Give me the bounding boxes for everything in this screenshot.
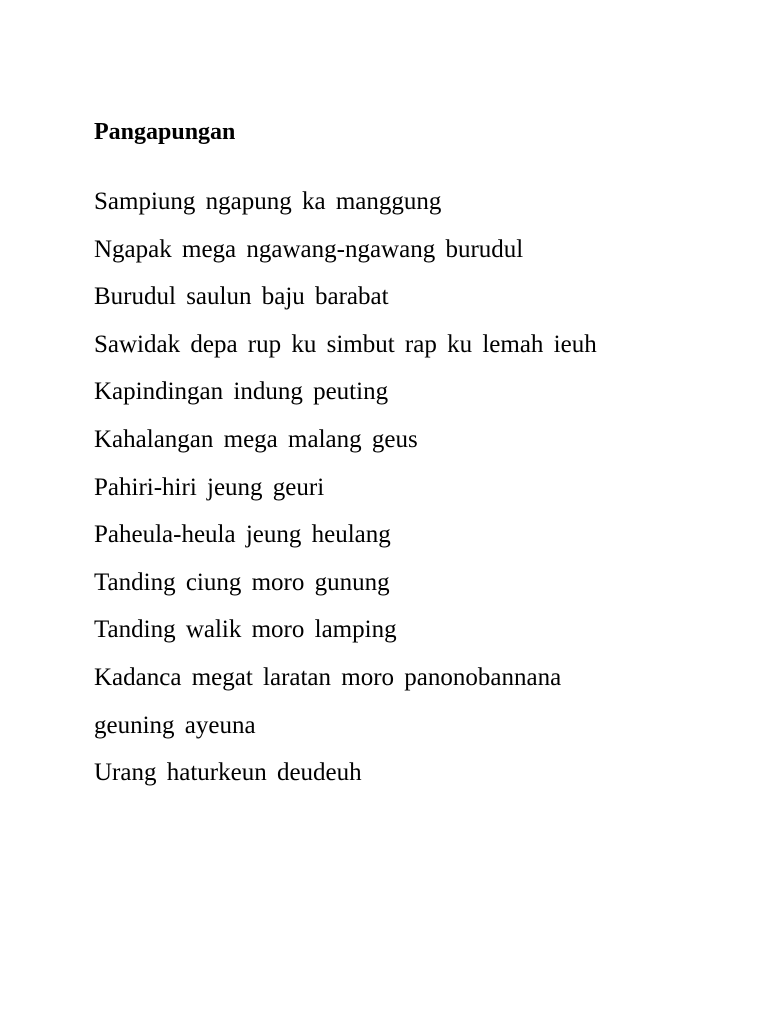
poem-line: Kahalangan mega malang geus (94, 425, 418, 453)
poem-body (94, 178, 597, 797)
poem-title: Pangapungan (94, 119, 236, 145)
poem-line: Paheula-heula jeung heulang (94, 521, 391, 549)
poem-line: Sampiung ngapung ka manggung (94, 188, 442, 215)
poem-line: Sawidak depa rup ku simbut rap ku lemah ieuh (94, 330, 597, 358)
poem-line: Kapindingan indung peuting (94, 378, 389, 406)
poem-line: Burudul saulun baju barabat (94, 283, 389, 311)
poem-line: geuning ayeuna (94, 711, 256, 739)
poem-line: Kadanca megat laratan moro panonobannana (94, 663, 562, 691)
poem-line: Pahiri-hiri jeung geuri (94, 473, 325, 501)
poem-line: Ngapak mega ngawang-ngawang burudul (94, 235, 524, 263)
poem-line: Urang haturkeun deudeuh (94, 759, 362, 787)
poem-line: Tanding ciung moro gunung (94, 568, 390, 596)
poem-line: Tanding walik moro lamping (94, 616, 397, 644)
